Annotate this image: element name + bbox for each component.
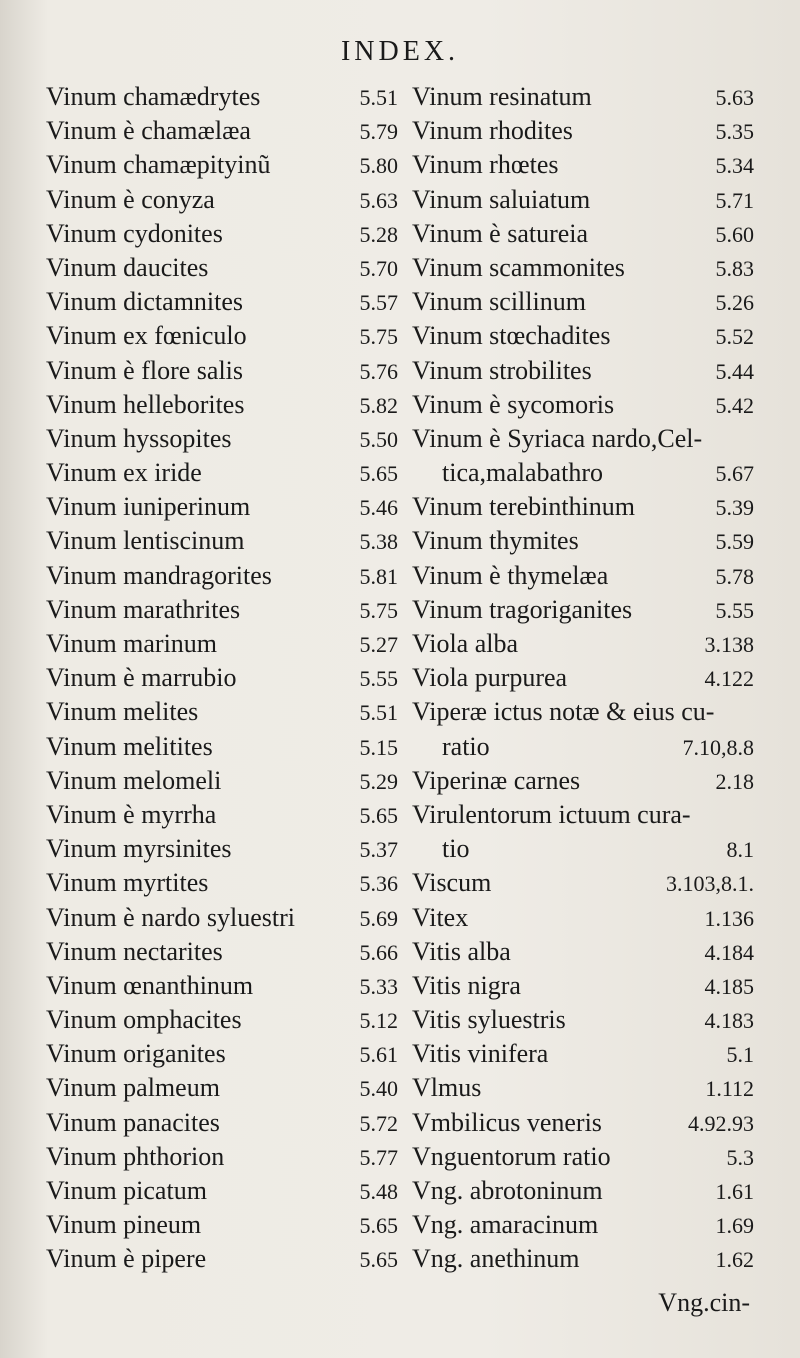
index-term: Vitex bbox=[412, 902, 469, 932]
page-reference: 1.136 bbox=[704, 905, 754, 931]
index-entry bbox=[46, 183, 398, 217]
index-entry bbox=[46, 1003, 398, 1037]
index-term: Vitis syluestris bbox=[412, 1005, 566, 1035]
page-reference: 5.59 bbox=[715, 529, 754, 555]
page-reference: 1.69 bbox=[715, 1213, 754, 1239]
index-entry bbox=[412, 969, 754, 1003]
index-term: Vinum è conyza bbox=[46, 184, 215, 214]
index-entry bbox=[412, 422, 754, 456]
page-reference: 4.184 bbox=[704, 939, 754, 965]
page-reference: 3.103,8.1. bbox=[666, 871, 754, 897]
index-term: Vng. anethinum bbox=[412, 1244, 580, 1274]
index-entry bbox=[46, 524, 398, 558]
index-entry bbox=[412, 832, 754, 866]
index-term: Vng. abrotoninum bbox=[412, 1176, 603, 1205]
index-entry bbox=[412, 866, 754, 900]
catchword: Vng.cin- bbox=[658, 1288, 750, 1317]
page-reference: 5.75 bbox=[359, 324, 398, 350]
index-term: Vinum scillinum bbox=[412, 287, 586, 317]
page-reference: 5.39 bbox=[715, 495, 754, 521]
page-reference: 5.82 bbox=[359, 392, 398, 418]
page-reference: 7.10,8.8 bbox=[682, 734, 754, 760]
index-entry bbox=[412, 1003, 754, 1037]
page-reference: 5.65 bbox=[359, 1213, 398, 1239]
index-term: Vinum myrtites bbox=[46, 868, 209, 898]
index-entry bbox=[412, 798, 754, 832]
page-reference: 5.15 bbox=[359, 734, 398, 760]
index-term: tica,malabathro bbox=[442, 458, 603, 488]
index-entry bbox=[412, 730, 754, 764]
page-reference: 5.75 bbox=[359, 597, 398, 623]
index-entry bbox=[46, 593, 398, 627]
index-term: Vinum nectarites bbox=[46, 936, 223, 966]
index-entry bbox=[412, 1106, 754, 1140]
page-reference: 5.63 bbox=[715, 85, 754, 110]
index-entry bbox=[412, 251, 754, 285]
index-term: Vinum rhodites bbox=[412, 116, 573, 146]
page-reference: 4.185 bbox=[704, 973, 754, 999]
index-entry bbox=[46, 251, 398, 285]
index-entry bbox=[412, 524, 754, 558]
index-term: Vinum hyssopites bbox=[46, 423, 232, 453]
index-term: Vinum ex iride bbox=[46, 458, 202, 488]
page-reference: 5.28 bbox=[359, 221, 398, 247]
index-term: Vinum omphacites bbox=[46, 1005, 242, 1035]
page-reference: 1.112 bbox=[705, 1076, 754, 1102]
index-term: Vinum è chamælæa bbox=[46, 116, 251, 146]
page-reference: 8.1 bbox=[726, 837, 754, 863]
index-term: Virulentorum ictuum cura- bbox=[412, 799, 691, 829]
index-entry bbox=[412, 1071, 754, 1105]
index-entry bbox=[46, 148, 398, 182]
page-reference: 5.78 bbox=[715, 563, 754, 589]
index-entry bbox=[46, 764, 398, 798]
index-entry bbox=[46, 319, 398, 353]
index-term: Vinum melomeli bbox=[46, 765, 222, 795]
page-reference: 5.27 bbox=[359, 632, 398, 657]
page-reference: 5.81 bbox=[359, 563, 398, 589]
index-term: Vng. amaracinum bbox=[412, 1210, 599, 1240]
page-reference: 5.42 bbox=[715, 392, 754, 418]
page-reference: 5.61 bbox=[359, 1042, 398, 1068]
index-entry bbox=[412, 319, 754, 353]
index-entry bbox=[412, 456, 754, 490]
page-reference: 5.65 bbox=[359, 802, 398, 828]
right-index-column bbox=[412, 80, 754, 1277]
index-entry bbox=[46, 456, 398, 490]
index-entry bbox=[412, 695, 754, 729]
index-term: Vinum è flore salis bbox=[46, 355, 244, 385]
page-reference: 5.48 bbox=[359, 1179, 398, 1204]
page-reference: 4.92.93 bbox=[688, 1110, 754, 1136]
index-term: Vinum è Syriaca nardo,Cel- bbox=[412, 423, 703, 453]
index-entry bbox=[46, 217, 398, 251]
index-entry bbox=[412, 1140, 754, 1174]
index-term: Vinum helleborites bbox=[46, 389, 245, 419]
index-term: Vinum panacites bbox=[46, 1107, 220, 1137]
index-entry bbox=[412, 490, 754, 524]
index-entry bbox=[46, 80, 398, 114]
index-entry bbox=[412, 80, 754, 114]
page-reference: 5.26 bbox=[715, 290, 754, 316]
index-term: Viperinæ carnes bbox=[412, 765, 581, 795]
index-entry bbox=[412, 1242, 754, 1276]
page-reference: 5.37 bbox=[359, 837, 398, 863]
index-term: Vinum mandragorites bbox=[46, 560, 272, 590]
index-entry bbox=[46, 1106, 398, 1140]
index-entry bbox=[412, 1037, 754, 1071]
index-term: Vitis vinifera bbox=[412, 1039, 549, 1069]
index-term: Vlmus bbox=[412, 1073, 482, 1103]
index-entry bbox=[412, 354, 754, 388]
index-term: Vinum è sycomoris bbox=[412, 389, 615, 419]
index-term: Viscum bbox=[412, 868, 492, 898]
index-term: Vinum stœchadites bbox=[412, 321, 611, 351]
index-term: Vinum è marrubio bbox=[46, 663, 237, 693]
index-term: Vinum ex fœniculo bbox=[46, 321, 247, 351]
index-entry bbox=[412, 148, 754, 182]
page-reference: 5.44 bbox=[715, 358, 754, 384]
page-reference: 5.51 bbox=[359, 85, 398, 110]
index-term: Vinum tragoriganites bbox=[412, 594, 633, 624]
page-reference: 5.40 bbox=[359, 1076, 398, 1102]
page-reference: 2.18 bbox=[715, 768, 754, 794]
index-entry bbox=[46, 1174, 398, 1208]
index-term: Vinum è nardo syluestri bbox=[46, 902, 296, 932]
index-entry bbox=[46, 935, 398, 969]
index-entry bbox=[46, 866, 398, 900]
index-entry bbox=[46, 1242, 398, 1276]
index-term: Vinum pineum bbox=[46, 1210, 202, 1240]
index-entry bbox=[46, 627, 398, 661]
page-reference: 5.55 bbox=[715, 597, 754, 623]
index-entry bbox=[46, 1208, 398, 1242]
index-term: Vinum dictamnites bbox=[46, 287, 244, 317]
index-entry bbox=[412, 661, 754, 695]
index-entry bbox=[46, 354, 398, 388]
page-reference: 5.29 bbox=[359, 768, 398, 794]
page-reference: 5.35 bbox=[715, 119, 754, 145]
index-entry bbox=[412, 217, 754, 251]
index-term: Vinum strobilites bbox=[412, 355, 592, 385]
index-term: Vinum resinatum bbox=[412, 82, 592, 111]
page-reference: 5.66 bbox=[359, 939, 398, 965]
index-term: Vinum rhœtes bbox=[412, 150, 559, 180]
index-entry bbox=[412, 388, 754, 422]
page-reference: 5.12 bbox=[359, 1008, 398, 1034]
index-entry bbox=[412, 183, 754, 217]
index-term: Vinum saluiatum bbox=[412, 184, 591, 214]
index-entry bbox=[412, 114, 754, 148]
index-entry bbox=[412, 1208, 754, 1242]
left-index-column bbox=[46, 80, 398, 1277]
index-entry bbox=[412, 627, 754, 661]
index-term: ratio bbox=[442, 731, 490, 761]
page-reference: 5.63 bbox=[359, 187, 398, 213]
index-term: Vinum lentiscinum bbox=[46, 526, 245, 556]
index-term: Viperæ ictus notæ & eius cu- bbox=[412, 697, 715, 727]
index-term: Vinum marathrites bbox=[46, 594, 241, 624]
page-header: INDEX. bbox=[340, 36, 460, 67]
index-entry bbox=[46, 1140, 398, 1174]
index-term: Vinum è thymelæa bbox=[412, 560, 609, 590]
index-term: Vnguentorum ratio bbox=[412, 1141, 611, 1171]
page-reference: 5.79 bbox=[359, 119, 398, 145]
page-reference: 4.183 bbox=[704, 1008, 754, 1034]
index-entry bbox=[46, 832, 398, 866]
index-term: Vinum terebinthinum bbox=[412, 492, 636, 522]
index-term: Vinum scammonites bbox=[412, 252, 625, 282]
index-term: Vinum melitites bbox=[46, 731, 213, 761]
index-entry bbox=[412, 764, 754, 798]
index-entry bbox=[412, 901, 754, 935]
page-reference: 5.3 bbox=[726, 1144, 754, 1170]
page-reference: 5.50 bbox=[359, 426, 398, 452]
page-reference: 5.80 bbox=[359, 153, 398, 179]
index-entry bbox=[46, 1037, 398, 1071]
page-reference: 5.77 bbox=[359, 1144, 398, 1170]
index-entry bbox=[46, 1071, 398, 1105]
index-term: Vinum palmeum bbox=[46, 1073, 220, 1103]
index-term: Vmbilicus veneris bbox=[412, 1107, 602, 1137]
index-term: Vinum origanites bbox=[46, 1039, 226, 1069]
index-term: Vinum daucites bbox=[46, 252, 209, 282]
index-term: Vinum phthorion bbox=[46, 1141, 225, 1171]
page-reference: 1.61 bbox=[715, 1179, 754, 1204]
index-entry bbox=[46, 901, 398, 935]
index-term: tio bbox=[442, 834, 470, 864]
index-term: Vinum iuniperinum bbox=[46, 492, 251, 522]
index-term: Vitis alba bbox=[412, 936, 511, 966]
index-term: Vinum chamæpityinũ bbox=[46, 150, 271, 180]
page-reference: 5.34 bbox=[715, 153, 754, 179]
index-entry bbox=[412, 935, 754, 969]
page-reference: 5.57 bbox=[359, 290, 398, 316]
index-term: Vinum chamædrytes bbox=[46, 82, 261, 111]
index-entry bbox=[412, 559, 754, 593]
index-term: Viola alba bbox=[412, 629, 519, 658]
index-entry bbox=[46, 559, 398, 593]
page-reference: 5.71 bbox=[715, 187, 754, 213]
page-reference: 5.70 bbox=[359, 255, 398, 281]
page-reference: 5.33 bbox=[359, 973, 398, 999]
page-reference: 5.69 bbox=[359, 905, 398, 931]
index-entry bbox=[46, 798, 398, 832]
index-term: Vinum picatum bbox=[46, 1176, 207, 1205]
index-entry bbox=[46, 114, 398, 148]
index-term: Vinum myrsinites bbox=[46, 834, 232, 864]
page-reference: 5.60 bbox=[715, 221, 754, 247]
index-term: Vinum è pipere bbox=[46, 1244, 207, 1274]
index-term: Vinum marinum bbox=[46, 629, 218, 658]
page-reference: 5.83 bbox=[715, 255, 754, 281]
page-reference: 5.65 bbox=[359, 1247, 398, 1273]
index-term: Viola purpurea bbox=[412, 663, 568, 693]
page-reference: 5.67 bbox=[715, 461, 754, 487]
index-term: Vinum cydonites bbox=[46, 218, 223, 248]
index-entry bbox=[46, 730, 398, 764]
page-reference: 5.51 bbox=[359, 700, 398, 726]
page-reference: 5.55 bbox=[359, 666, 398, 692]
index-term: Vinum è myrrha bbox=[46, 799, 217, 829]
index-entry bbox=[412, 285, 754, 319]
index-entry bbox=[46, 388, 398, 422]
index-entry bbox=[46, 661, 398, 695]
index-term: Vitis nigra bbox=[412, 970, 521, 1000]
index-entry bbox=[412, 593, 754, 627]
index-entry bbox=[46, 695, 398, 729]
page-reference: 3.138 bbox=[704, 632, 754, 657]
index-entry bbox=[46, 285, 398, 319]
index-term: Vinum œnanthinum bbox=[46, 970, 254, 1000]
page-reference: 5.76 bbox=[359, 358, 398, 384]
index-entry bbox=[412, 1174, 754, 1208]
page-reference: 4.122 bbox=[704, 666, 754, 692]
index-entry bbox=[46, 422, 398, 456]
page-reference: 5.72 bbox=[359, 1110, 398, 1136]
index-term: Vinum melites bbox=[46, 697, 199, 727]
page-reference: 5.65 bbox=[359, 461, 398, 487]
page-reference: 5.46 bbox=[359, 495, 398, 521]
page-reference: 5.38 bbox=[359, 529, 398, 555]
index-entry bbox=[46, 490, 398, 524]
page-reference: 5.36 bbox=[359, 871, 398, 897]
index-term: Vinum è satureia bbox=[412, 218, 589, 248]
page-reference: 5.52 bbox=[715, 324, 754, 350]
page-reference: 5.1 bbox=[726, 1042, 754, 1068]
index-term: Vinum thymites bbox=[412, 526, 579, 556]
index-entry bbox=[46, 969, 398, 1003]
page-reference: 1.62 bbox=[715, 1247, 754, 1273]
